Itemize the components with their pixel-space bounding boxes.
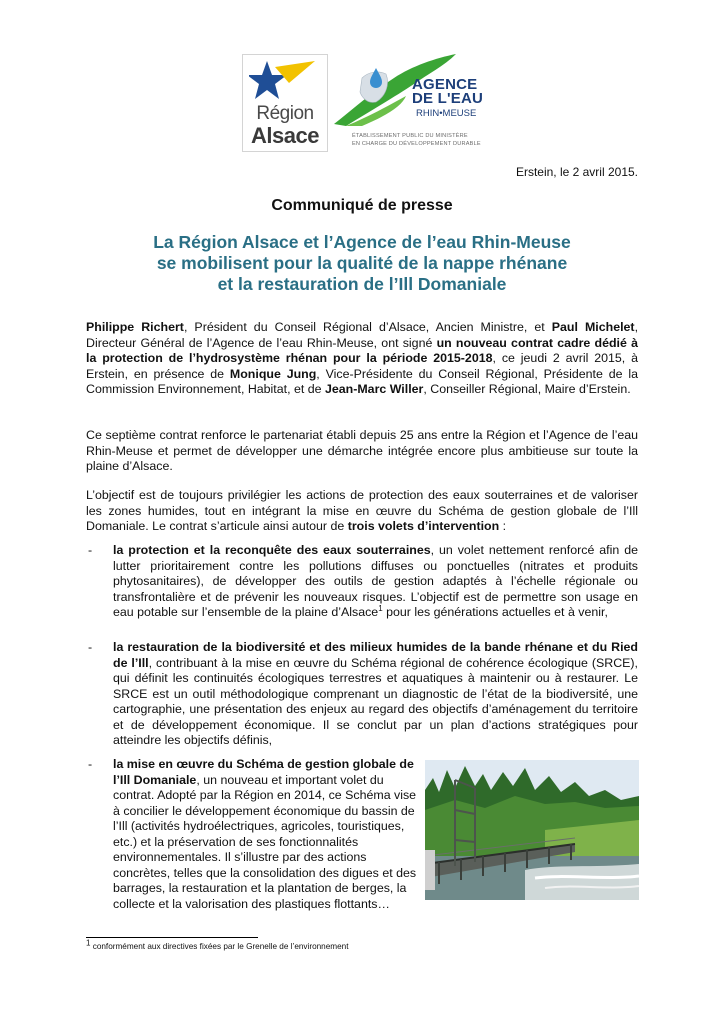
objective-text: L’objectif est de toujours privilégier les actions de protection des eaux souterraines et de valoriser les zones humides, tout en intégrant la mise en œuvre du Schéma de gestion globale de l’Ill Domaniale. Le contrat s’articule ainsi autour de	[86, 488, 638, 533]
region-alsace-logo	[242, 54, 328, 152]
intro-text: , Conseiller Régional, Maire d’Erstein.	[423, 382, 631, 396]
footnote-text: conformément aux directives fixées par le Grenelle de l’environnement	[90, 942, 349, 951]
signatory-name: Philippe Richert	[86, 320, 184, 334]
list-item-text-end: pour les générations actuelles et à venir,	[382, 605, 608, 619]
objective-emphasis: trois volets d’intervention	[347, 519, 500, 533]
agence-eau-logo	[332, 52, 484, 152]
intro-paragraph	[86, 320, 638, 398]
intro-text: , ce jeudi 2 avril 2015, à Erstein, en présence de	[86, 351, 638, 381]
list-item-title: la restauration de la biodiversité et des milieux humides de la bande rhénane et du Ried de l’Ill	[113, 640, 638, 670]
footnote-separator	[86, 937, 258, 938]
signatory-name: Paul Michelet	[551, 320, 635, 334]
list-item-text: , un nouveau et important volet du contrat. Adopté par la Région en 2014, ce Schéma vise à concilier le développement économique du bassin de l’Ill (activités hydroélectriques, agricoles, touristiques, etc.) et la préservation de ses fonctionnalités environnementales. Il s’illustre par des actions concrètes, telles que la consolidation des digues et des barrages, la restauration et la plantation de berges, la collecte et la valorisation des plastiques flottants…	[113, 772, 417, 911]
list-item-title: la protection et la reconquête des eaux souterraines	[113, 543, 431, 557]
agence-logo-tagline2: EN CHARGE DU DÉVELOPPEMENT DURABLE	[352, 141, 481, 147]
dateline: Erstein, le 2 avril 2015.	[515, 165, 638, 179]
river-dam-photo	[425, 760, 639, 900]
list-item	[113, 543, 638, 621]
headline-line1: La Région Alsace et l’Agence de l’eau Rhin-Meuse	[153, 232, 571, 252]
press-release-title: Communiqué de presse	[271, 197, 453, 214]
list-item	[113, 640, 638, 749]
footnote-ref: 1	[378, 603, 383, 613]
footnote	[86, 938, 349, 951]
objective-paragraph	[86, 488, 638, 535]
list-item-title: la mise en œuvre du Schéma de gestion globale de l’Ill Domaniale	[113, 757, 414, 787]
intro-text: , Directeur Général de l’Agence de l’eau Rhin-Meuse, ont signé	[86, 320, 639, 350]
region-logo-line2: Alsace	[251, 123, 319, 148]
footnote-number: 1	[86, 938, 91, 948]
headline-line3: et la restauration de l’Ill Domaniale	[217, 274, 507, 294]
headline	[0, 232, 724, 295]
agence-logo-tagline1: ÉTABLISSEMENT PUBLIC DU MINISTÈRE	[352, 133, 468, 139]
agence-logo-line3: RHIN•MEUSE	[416, 108, 477, 119]
bullet-marker: -	[88, 757, 93, 771]
list-item-text: , un volet nettement renforcé afin de lutter prioritairement contre les pollutions diffuses ou ponctuelles (nitrates et produits phytosanitaires), de développer des outils de gestion adaptés à l’échelle régionale ou transfrontalière et de prévenir les nouveaux risques. L’objectif est de permettre son usage en eau potable sur l’ensemble de la plaine d’Alsace	[113, 543, 638, 619]
bullet-marker: -	[88, 640, 93, 654]
contract-description: un nouveau contrat cadre dédié à la protection de l’hydrosystème rhénan pour la période 2015-2018	[86, 335, 638, 365]
bullet-marker: -	[88, 543, 93, 557]
attendee-name: Jean-Marc Willer	[324, 382, 424, 396]
agence-logo-line2: DE L'EAU	[412, 90, 484, 107]
headline-line2: se mobilisent pour la qualité de la nappe rhénane	[156, 253, 568, 273]
region-star-icon	[249, 57, 321, 107]
partnership-paragraph: Ce septième contrat renforce le partenariat établi depuis 25 ans entre la Région et l’Agence de l’eau Rhin-Meuse et permet de développer une démarche intégrée encore plus ambitieuse sur toute la plaine d’Alsace.	[86, 428, 638, 473]
intro-text: , Président du Conseil Régional d’Alsace, Ancien Ministre, et	[183, 320, 552, 334]
objective-end: :	[499, 519, 507, 533]
region-logo-line1: Région	[256, 103, 314, 124]
attendee-name: Monique Jung	[229, 366, 317, 381]
agence-logo-line1: AGENCE	[412, 76, 478, 93]
intro-text: , Vice-Présidente du Conseil Régional, Présidente de la Commission Environnement, Habitat, et de	[86, 366, 638, 396]
list-item-text: , contribuant à la mise en œuvre du Schéma régional de cohérence écologique (SRCE), qui définit les continuités écologiques terrestres et aquatiques à maintenir ou à restaurer. Le SRCE est un outil méthodologique comprenant un diagnostic de l’état de la biodiversité, une cartographie, une présentation des enjeux au regard des objectifs d’aménagement du territoire et de développement économique. Il se conclut par un plan d’actions stratégiques pour atteindre les objectifs définis,	[113, 655, 638, 747]
